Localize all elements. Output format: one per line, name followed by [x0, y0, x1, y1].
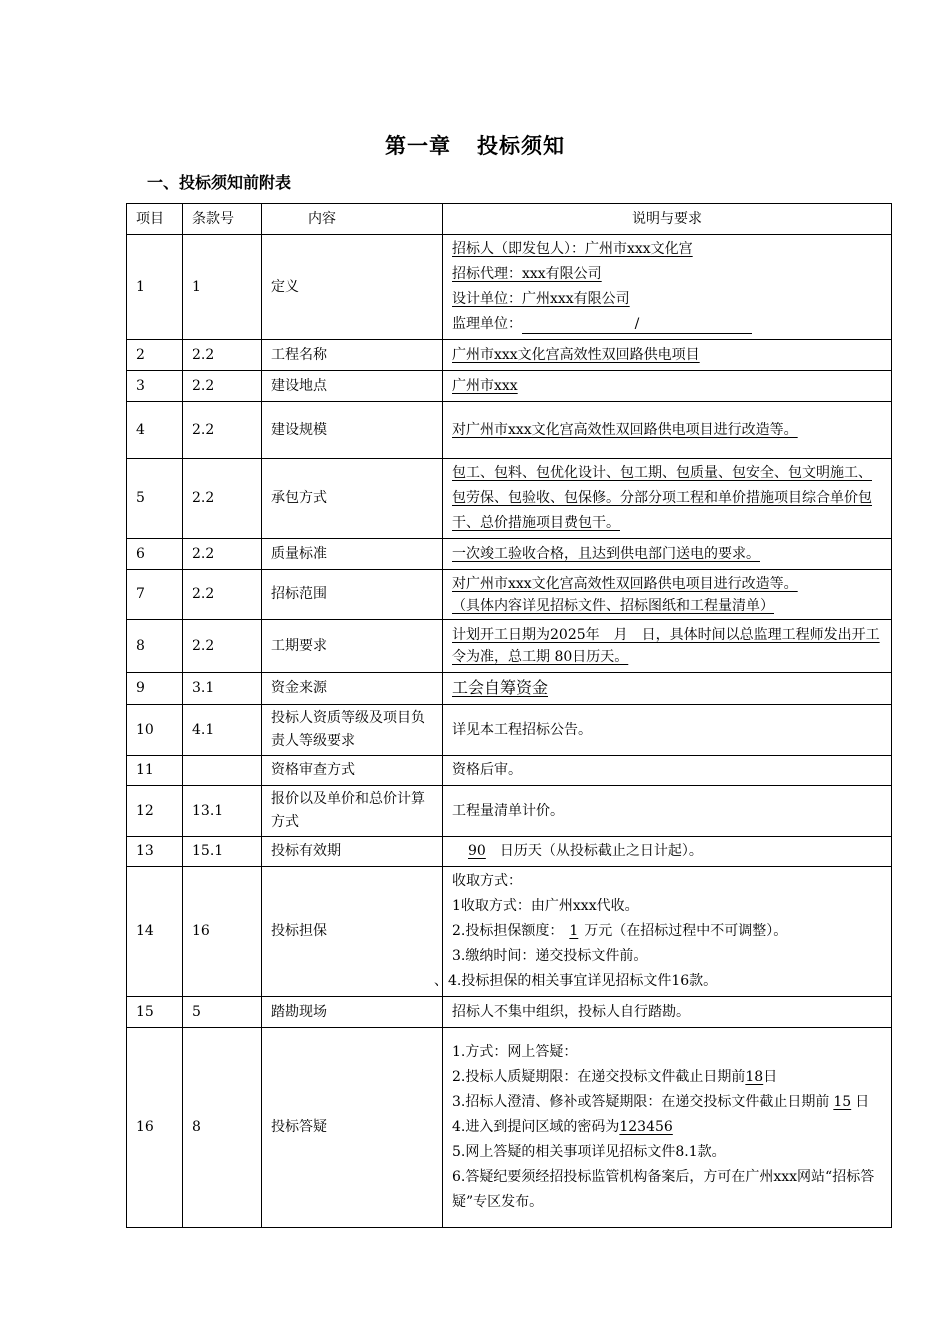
row-no: 7	[127, 570, 183, 620]
row-description	[443, 997, 892, 1028]
row-content: 质量标准	[262, 539, 443, 570]
desc-line: 设计单位：广州xxx有限公司	[452, 291, 630, 307]
desc-line: 广州市xxx	[452, 377, 518, 394]
table-row	[127, 1028, 892, 1228]
row-content: 建设规模	[262, 402, 443, 459]
row-description	[443, 837, 892, 867]
bid-notice-table	[126, 203, 892, 1228]
query-deadline-days: 18	[745, 1069, 764, 1085]
row-clause: 2.2	[183, 340, 262, 371]
desc-line: 详见本工程招标公告。	[452, 721, 592, 738]
row-clause	[183, 756, 262, 786]
header-clause: 条款号	[183, 204, 262, 235]
row-no: 9	[127, 673, 183, 705]
row-clause: 15.1	[183, 837, 262, 867]
supervisor-blank: /	[522, 315, 752, 334]
desc-line: 监理单位：	[452, 316, 522, 332]
desc-line: 1.方式：网上答疑：	[452, 1044, 578, 1060]
desc-line: 4.投标担保的相关事宜详见招标文件16款。	[448, 973, 718, 989]
desc-line: 日	[855, 1094, 870, 1110]
desc-line: 3.招标人澄清、修补或答疑期限：在递交投标文件截止日期前	[452, 1094, 830, 1110]
table-row	[127, 620, 892, 673]
desc-line: 日	[763, 1069, 778, 1085]
chapter-title	[0, 130, 950, 160]
desc-line: 2.投标人质疑期限：在递交投标文件截止日期前	[452, 1069, 746, 1085]
table-row	[127, 997, 892, 1028]
row-clause: 5	[183, 997, 262, 1028]
table-row	[127, 673, 892, 705]
row-clause: 2.2	[183, 570, 262, 620]
table-row	[127, 371, 892, 402]
row-description	[443, 402, 892, 459]
row-description	[443, 340, 892, 371]
table-row	[127, 570, 892, 620]
row-content: 投标有效期	[262, 837, 443, 867]
row-no: 15	[127, 997, 183, 1028]
desc-line: 工程量清单计价。	[452, 802, 564, 819]
desc-line: 3.缴纳时间：递交投标文件前。	[452, 948, 648, 964]
header-item: 项目	[127, 204, 183, 235]
desc-line: 广州市xxx文化宫高效性双回路供电项目	[452, 346, 700, 363]
stray-mark: 、	[434, 973, 448, 989]
row-no: 13	[127, 837, 183, 867]
row-clause: 2.2	[183, 459, 262, 539]
table-row	[127, 756, 892, 786]
section-title: 一、投标须知前附表	[147, 173, 292, 192]
table-row	[127, 867, 892, 997]
chapter-prefix: 第一章	[385, 134, 451, 158]
row-content: 工期要求	[262, 620, 443, 673]
row-no: 16	[127, 1028, 183, 1228]
table-row	[127, 837, 892, 867]
row-no: 12	[127, 786, 183, 837]
row-clause: 8	[183, 1028, 262, 1228]
table-row	[127, 340, 892, 371]
table-header-row	[127, 204, 892, 235]
row-content: 工程名称	[262, 340, 443, 371]
row-description	[443, 673, 892, 705]
table-row	[127, 402, 892, 459]
row-description	[443, 570, 892, 620]
row-clause: 2.2	[183, 620, 262, 673]
table-row	[127, 786, 892, 837]
row-clause: 4.1	[183, 705, 262, 756]
desc-line: 对广州市xxx文化宫高效性双回路供电项目进行改造等。	[452, 575, 798, 592]
guarantee-amount: 1	[569, 923, 579, 939]
chapter-name: 投标须知	[477, 134, 565, 158]
row-no: 1	[127, 235, 183, 340]
desc-line: 5.网上答疑的相关事项详见招标文件8.1款。	[452, 1144, 726, 1160]
row-description	[443, 705, 892, 756]
table-row	[127, 705, 892, 756]
row-clause: 2.2	[183, 539, 262, 570]
row-description	[443, 1028, 892, 1228]
clarify-deadline-days: 15	[833, 1094, 852, 1110]
desc-line: 收取方式：	[452, 873, 522, 889]
desc-line: 对广州市xxx文化宫高效性双回路供电项目进行改造等。	[452, 421, 798, 438]
row-no: 3	[127, 371, 183, 402]
row-description	[443, 459, 892, 539]
desc-line: 4.进入到提问区域的密码为	[452, 1119, 620, 1135]
row-content: 建设地点	[262, 371, 443, 402]
row-description	[434, 867, 892, 997]
desc-line: 招标代理：xxx有限公司	[452, 266, 602, 282]
row-description	[443, 756, 892, 786]
desc-line: 万元（在招标过程中不可调整）。	[584, 923, 788, 939]
desc-line: 计划开工日期为2025年 月 日，具体时间以总监理工程师发出开工令为准，总工期 80日历天。	[452, 627, 880, 665]
row-no: 14	[127, 867, 183, 997]
desc-line: 一次竣工验收合格，且达到供电部门送电的要求。	[452, 545, 760, 562]
row-content: 投标答疑	[262, 1028, 443, 1228]
desc-line: 招标人不集中组织，投标人自行踏勘。	[452, 1003, 690, 1020]
row-description	[443, 539, 892, 570]
header-content: 内容	[262, 204, 443, 235]
desc-line: 2.投标担保额度：	[452, 923, 564, 939]
question-area-password: 123456	[619, 1119, 673, 1135]
table-row	[127, 235, 892, 340]
row-clause: 2.2	[183, 371, 262, 402]
row-no: 8	[127, 620, 183, 673]
row-description	[443, 235, 892, 340]
row-content: 投标人资质等级及项目负责人等级要求	[262, 705, 443, 756]
row-content: 资格审查方式	[262, 756, 443, 786]
row-no: 5	[127, 459, 183, 539]
row-clause: 16	[183, 867, 262, 997]
row-description	[443, 371, 892, 402]
row-no: 10	[127, 705, 183, 756]
row-clause: 2.2	[183, 402, 262, 459]
desc-line: 日历天（从投标截止之日计起）。	[499, 843, 703, 859]
row-no: 2	[127, 340, 183, 371]
row-content: 投标担保	[262, 867, 443, 997]
row-clause: 3.1	[183, 673, 262, 705]
desc-line: 招标人（即发包人）：广州市xxx文化宫	[452, 241, 693, 257]
row-no: 4	[127, 402, 183, 459]
table-row	[127, 539, 892, 570]
row-content: 招标范围	[262, 570, 443, 620]
row-content: 报价以及单价和总价计算方式	[262, 786, 443, 837]
desc-line: 6.答疑纪要须经招投标监管机构备案后，方可在广州xxx网站“招标答疑”专区发布。	[452, 1169, 875, 1210]
row-description	[443, 620, 892, 673]
row-no: 6	[127, 539, 183, 570]
header-description: 说明与要求	[443, 204, 892, 235]
row-clause: 13.1	[183, 786, 262, 837]
row-content: 踏勘现场	[262, 997, 443, 1028]
desc-line: 包工、包料、包优化设计、包工期、包质量、包安全、包文明施工、包劳保、包验收、包保修。分部分项工程和单价措施项目综合单价包干、总价措施项目费包干。	[452, 465, 872, 531]
validity-days: 90	[468, 843, 486, 859]
row-description	[443, 786, 892, 837]
row-content: 定义	[262, 235, 443, 340]
desc-line: 资格后审。	[452, 762, 522, 778]
row-content: 承包方式	[262, 459, 443, 539]
row-no: 11	[127, 756, 183, 786]
funding-source: 工会自筹资金	[452, 678, 549, 697]
row-content: 资金来源	[262, 673, 443, 705]
table-row	[127, 459, 892, 539]
desc-line: 1收取方式：由广州xxx代收。	[452, 898, 639, 914]
desc-line: （具体内容详见招标文件、招标图纸和工程量清单）	[452, 597, 774, 614]
row-clause: 1	[183, 235, 262, 340]
